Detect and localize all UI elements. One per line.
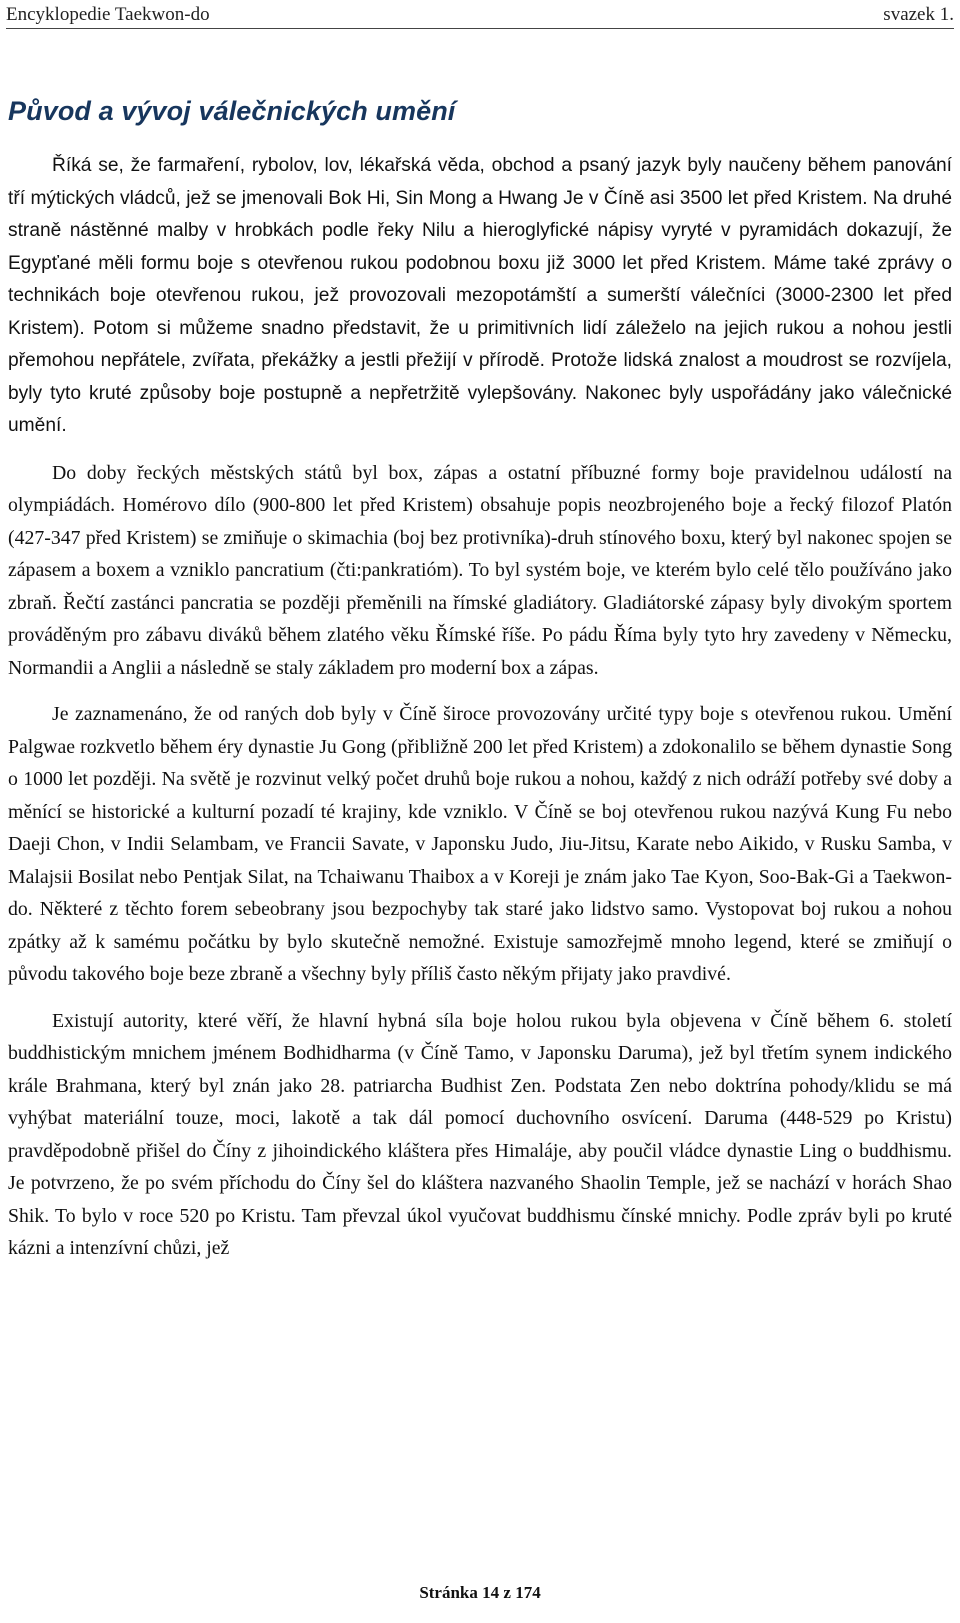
- page-total: 174: [515, 1583, 541, 1602]
- paragraph-3: Je zaznamenáno, že od raných dob byly v Číně široce provozovány určité typy boje s otevřenou rukou. Umění Palgwae rozkvetlo během éry dynastie Ju Gong (přibližně 200 let před Kristem) a zdokonalilo se během dynastie Song o 1000 let později. Na světě je rozvinut velký počet druhů boje rukou a nohou, každý z nich odráží potřeby své doby a měnící se historické a kulturní pozadí té krajiny, kde vzniklo. V Číně se boj otevřenou rukou nazývá Kung Fu nebo Daeji Chon, v Indii Selambam, ve Francii Savate, v Japonsku Judo, Jiu-Jitsu, Karate nebo Aikido, v Rusku Samba, v Malajsii Bosilat nebo Pentjak Silat, na Tchaiwanu Thaibox a v Koreji je znám jako Tae Kyon, Soo-Bak-Gi a Taekwon-do. Některé z těchto forem sebeobrany jsou bezpochyby tak staré jako lidstvo samo. Vystopovat boj rukou a nohou zpátky až k samému počátku by bylo skutečně nemožné. Existuje samozřejmě mnoho legend, které se zmiňují o původu takového boje beze zbraně a všechny byly příliš často někým přijaty jako pravdivé.: [8, 703, 952, 985]
- chapter-title: Původ a vývoj válečnických umění: [8, 96, 456, 126]
- header-book-title: Encyklopedie Taekwon-do: [6, 4, 210, 25]
- page-word: Stránka: [419, 1583, 478, 1602]
- page-separator: z: [503, 1583, 511, 1602]
- paragraph-2: Do doby řeckých městských států byl box, zápas a ostatní příbuzné formy boje pravidelnou událostí na olympiádách. Homérovo dílo (900-800 let před Kristem) obsahuje popis neozbrojeného boje a řecký filozof Platón (427-347 před Kristem) se zmiňuje o skimachia (boj bez protivníka)-druh stínového boxu, který byl nakonec spojen se zápasem a boxem a vzniklo pancratium (čti:pankratióm). To byl systém boje, ve kterém bylo celé tělo používáno jako zbraň. Řečtí zastánci pancratia se později přeměnili na římské gladiátory. Gladiátorské zápasy byly divokým sportem prováděným pro zábavu diváků během zlatého věku Římské říše. Po pádu Říma byly tyto hry zavedeny v Německu, Normandii a Anglii a následně se staly základem pro moderní box a zápas.: [8, 461, 952, 679]
- paragraph-1: Říká se, že farmaření, rybolov, lov, lékařská věda, obchod a psaný jazyk byly naučeny během panování tří mýtických vládců, jež se jmenovali Bok Hi, Sin Mong a Hwang Je v Číně asi 3500 let před Kristem. Na druhé straně nástěnné malby v hrobkách podle řeky Nilu a hieroglyfické nápisy vyryté v pyramidách dokazují, že Egypťané měli formu boje s otevřenou rukou podobnou boxu již 3000 let před Kristem. Máme také zprávy o technikách boje otevřenou rukou, jež provozovali mezopotámští a sumerští válečníci (3000-2300 let před Kristem). Potom si můžeme snadno představit, že u primitivních lidí záleželo na jejich rukou a nohou jestli přemohou nepřátele, zvířata, překážky a jestli přežijí v přírodě. Protože lidská znalost a moudrost se rozvíjela, byly tyto kruté způsoby boje postupně a nepřetržitě vylepšovány. Nakonec byly uspořádány jako válečnické umění.: [8, 155, 952, 436]
- page-current: 14: [482, 1583, 500, 1602]
- paragraph-4: Existují autority, které věří, že hlavní hybná síla boje holou rukou byla objevena v Číně během 6. století buddhistickým mnichem jménem Bodhidharma (v Číně Tamo, v Japonsku Daruma), jež byl třetím synem indického krále Brahmana, který byl znán jako 28. patriarcha Budhist Zen. Podstata Zen nebo doktrína pohody/klidu se má vyhýbat materiální touze, moci, lakotě a tak dál pomocí duchovního osvícení. Daruma (448-529 po Kristu) pravděpodobně přišel do Číny z jihoindického kláštera přes Himaláje, aby poučil vládce dynastie Ling o buddhismu. Je potvrzeno, že po svém příchodu do Číny šel do kláštera nazvaného Shaolin Temple, jež se nachází v horách Shao Shik. To bylo v roce 520 po Kristu. Tam převzal úkol vyučovat buddhismu čínské mnichy. Podle zpráv byli po kruté kázni a intenzívní chůzi, jež: [8, 1009, 952, 1259]
- page-footer: [0, 1583, 960, 1603]
- article-body: [8, 150, 952, 1279]
- page-header: [6, 0, 954, 29]
- header-volume: svazek 1.: [883, 4, 954, 25]
